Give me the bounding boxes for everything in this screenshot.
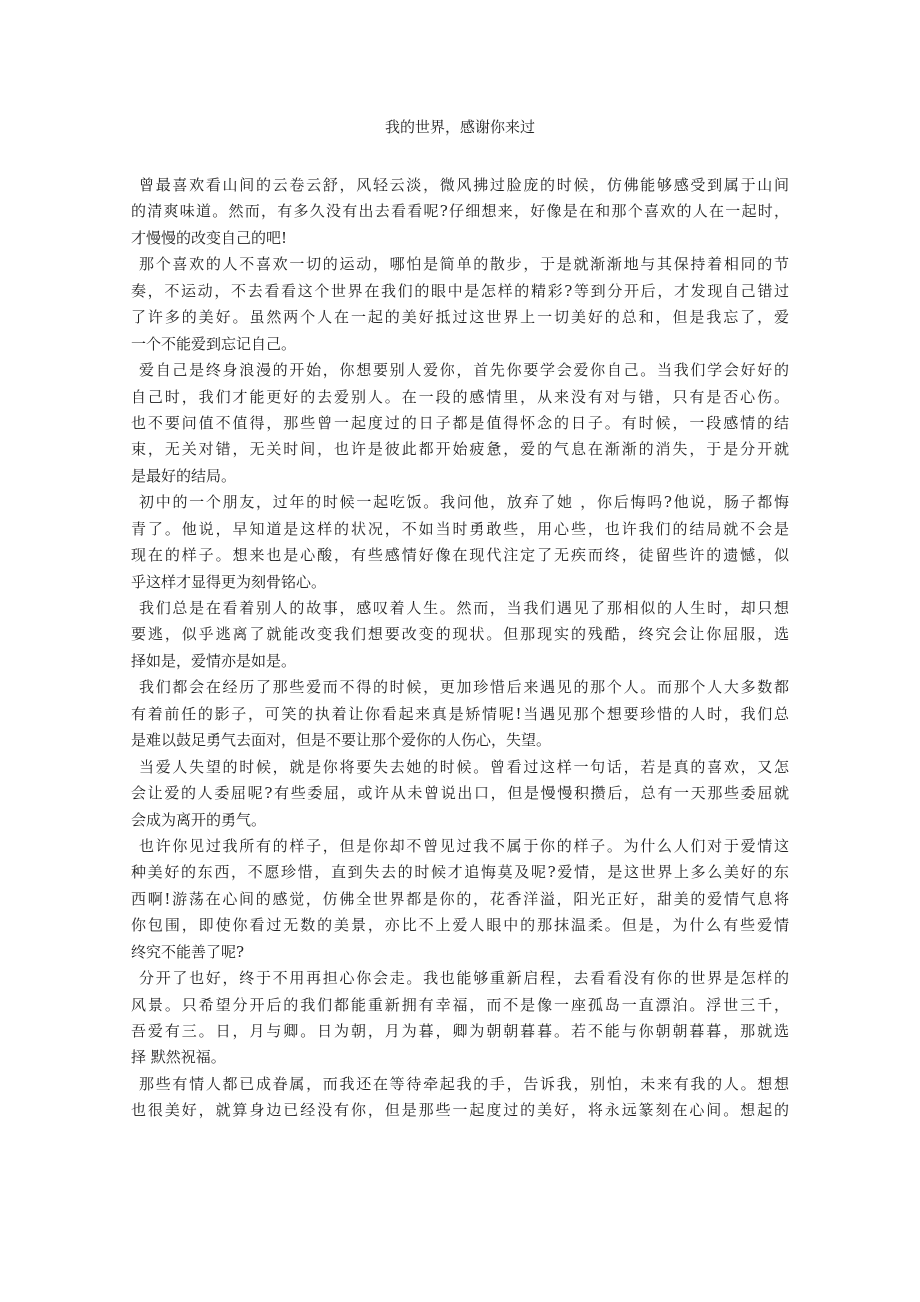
paragraph	[131, 1071, 789, 1124]
text-line: 分开了也好，终于不用再担心你会走。我也能够重新启程，去看看没有你的世界是怎样的	[139, 969, 789, 988]
text-line: 初中的一个朋友，过年的时候一起吃饭。我问他，放弃了她 ，你后悔吗?他说，肠子都悔	[139, 493, 789, 512]
text-line: 当爱人失望的时候，就是你将要失去她的时候。曾看过这样一句话，若是真的喜欢，又怎	[139, 757, 789, 776]
text-line: 是难以鼓足勇气去面对，但是不要让那个爱你的人伤心，失望。	[131, 731, 552, 750]
text-line: 会成为离开的勇气。	[131, 810, 267, 829]
paragraph	[131, 674, 789, 753]
paragraph	[131, 965, 789, 1071]
text-line: 了许多的美好。虽然两个人在一起的美好抵过这世界上一切美好的总和，但是我忘了，爱	[131, 308, 789, 327]
text-line: 才慢慢的改变自己的吧!	[131, 228, 288, 247]
text-line: 有着前任的影子，可笑的执着让你看起来真是矫情呢!当遇见那个想要珍惜的人时，我们总	[131, 704, 789, 723]
text-line: 也许你见过我所有的样子，但是你却不曾见过我不属于你的样子。为什么人们对于爱情这	[139, 836, 789, 855]
paragraph	[131, 595, 789, 674]
text-line: 青了。他说，早知道是这样的状况，不如当时勇敢些，用心些，也许我们的结局就不会是	[131, 519, 789, 538]
text-line: 自己时，我们才能更好的去爱别人。在一段的感情里，从来没有对与错，只有是否心伤。	[131, 387, 789, 406]
paragraph	[131, 357, 789, 489]
text-line: 一个不能爱到忘记自己。	[131, 334, 297, 353]
text-line: 奏，不运动，不去看看这个世界在我们的眼中是怎样的精彩?等到分开后，才发现自己错过	[131, 281, 789, 300]
paragraph	[131, 172, 789, 251]
text-line: 我们都会在经历了那些爱而不得的时候，更加珍惜后来遇见的那个人。而那个人大多数都	[139, 678, 789, 697]
paragraph	[131, 833, 789, 965]
text-line: 西啊!游荡在心间的感觉，仿佛全世界都是你的，花香洋溢，阳光正好，甜美的爱情气息将	[131, 889, 789, 908]
text-line: 终究不能善了呢?	[131, 942, 245, 961]
text-line: 种美好的东西，不愿珍惜，直到失去的时候才追悔莫及呢?爱情，是这世界上多么美好的东	[131, 863, 789, 882]
text-line: 择 默然祝福。	[131, 1048, 226, 1067]
text-line: 爱自己是终身浪漫的开始，你想要别人爱你，首先你要学会爱你自己。当我们学会好好的	[139, 361, 789, 380]
text-line: 会让爱的人委屈呢?有些委屈，或许从未曾说出口，但是慢慢积攒后，总有一天那些委屈就	[131, 784, 789, 803]
text-line: 的清爽味道。然而，有多久没有出去看看呢?仔细想来，好像是在和那个喜欢的人在一起时，	[131, 202, 789, 221]
text-line: 风景。只希望分开后的我们都能重新拥有幸福，而不是像一座孤岛一直漂泊。浮世三千，	[131, 995, 789, 1014]
paragraph	[131, 489, 789, 595]
text-line: 曾最喜欢看山间的云卷云舒，风轻云淡，微风拂过脸庞的时候，仿佛能够感受到属于山间	[139, 176, 789, 194]
text-line: 现在的样子。想来也是心酸，有些感情好像在现代注定了无疾而终，徒留些许的遗憾，似	[131, 546, 789, 565]
document-title: 我的世界，感谢你来过	[384, 118, 535, 136]
text-line: 乎这样才显得更为刻骨铭心。	[131, 572, 327, 591]
text-line: 那些有情人都已成眷属，而我还在等待牵起我的手，告诉我，别怕，未来有我的人。想想	[139, 1074, 789, 1093]
text-line: 是最好的结局。	[131, 466, 237, 485]
text-line: 我们总是在看着别人的故事，感叹着人生。然而，当我们遇见了那相似的人生时，却只想	[139, 599, 789, 617]
text-line: 择如是，爱情亦是如是。	[131, 651, 297, 670]
text-line: 也很美好，就算身边已经没有你，但是那些一起度过的美好，将永远篆刻在心间。想起的	[131, 1101, 789, 1120]
text-line: 你包围，即使你看过无数的美景，亦比不上爱人眼中的那抹温柔。但是，为什么有些爱情	[131, 916, 789, 935]
paragraph	[131, 251, 789, 357]
text-line: 吾爱有三。日，月与卿。日为朝，月为暮，卿为朝朝暮暮。若不能与你朝朝暮暮，那就选	[131, 1022, 789, 1040]
document-body	[131, 172, 789, 1124]
text-line: 也不要问值不值得，那些曾一起度过的日子都是值得怀念的日子。有时候，一段感情的结	[131, 413, 789, 432]
paragraph	[131, 754, 789, 833]
text-line: 要逃，似乎逃离了就能改变我们想要改变的现状。但那现实的残酷，终究会让你屈服，选	[131, 625, 789, 644]
text-line: 束，无关对错，无关时间，也许是彼此都开始疲惫，爱的气息在渐渐的消失，于是分开就	[131, 440, 789, 459]
text-line: 那个喜欢的人不喜欢一切的运动，哪怕是简单的散步，于是就渐渐地与其保持着相同的节	[139, 255, 789, 274]
